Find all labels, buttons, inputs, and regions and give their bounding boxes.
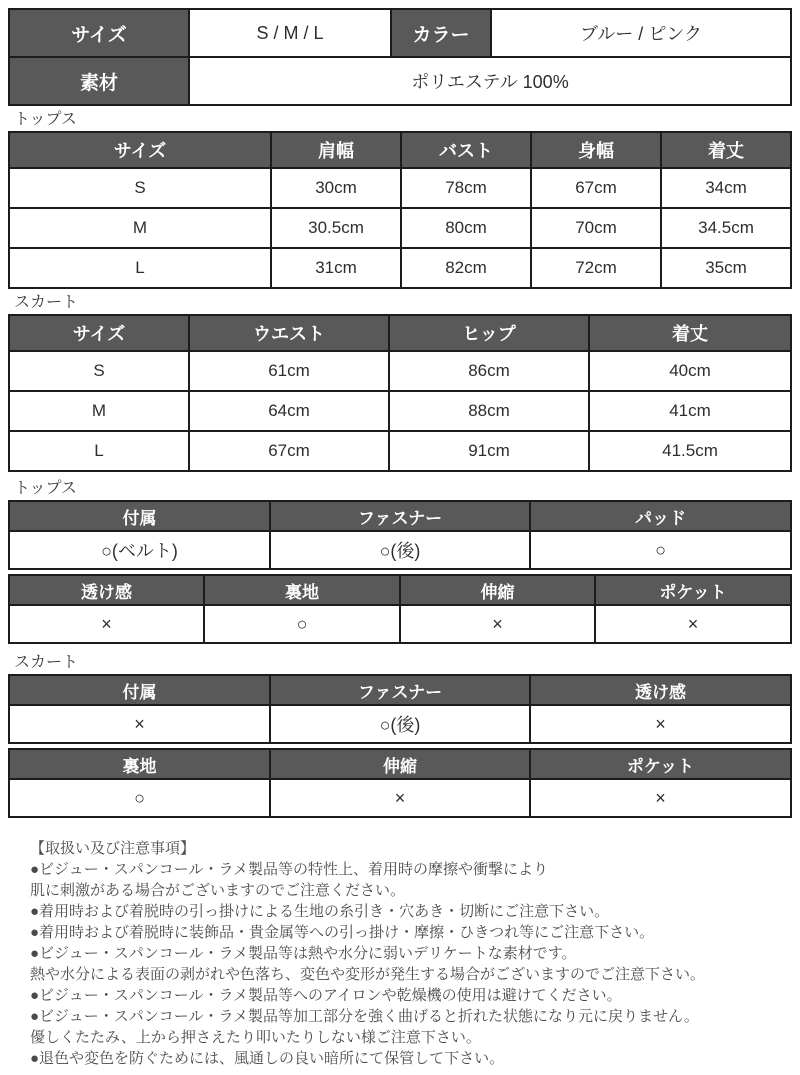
tops-detail-table-2 — [8, 574, 792, 644]
care-notes — [30, 838, 800, 1069]
care-note-line: ●ビジュー・スパンコール・ラメ製品等へのアイロンや乾燥機の使用は避けてください。 — [30, 987, 622, 1004]
size-cell: S — [9, 168, 271, 208]
value-cell: 64cm — [189, 391, 389, 431]
skirt-detail-table-1 — [8, 674, 792, 744]
value-cell: 41.5cm — [589, 431, 791, 471]
header-cell: ヒップ — [389, 315, 589, 351]
table-row — [9, 208, 791, 248]
detail-header-row — [9, 675, 791, 705]
value-cell: ○(後) — [270, 705, 530, 743]
care-note-line: 優しくたたみ、上から押さえたり叩いたりしない様ご注意下さい。 — [30, 1029, 481, 1046]
info-row-material — [9, 57, 791, 105]
header-cell: 透け感 — [530, 675, 791, 705]
table-row — [9, 248, 791, 288]
skirt-size-table — [8, 314, 792, 472]
detail-header-row — [9, 501, 791, 531]
value-cell: 78cm — [401, 168, 531, 208]
info-row-size-color — [9, 9, 791, 57]
header-cell: 着丈 — [589, 315, 791, 351]
detail-value-row — [9, 779, 791, 817]
header-cell: 裏地 — [9, 749, 270, 779]
care-note-line: ●退色や変色を防ぐためには、風通しの良い暗所にて保管して下さい。 — [30, 1050, 505, 1067]
value-cell: 86cm — [389, 351, 589, 391]
value-cell: 40cm — [589, 351, 791, 391]
header-cell: ポケット — [530, 749, 791, 779]
value-cell: × — [400, 605, 595, 643]
value-cell: 88cm — [389, 391, 589, 431]
size-value-cell: S / M / L — [189, 9, 391, 57]
value-cell: 34cm — [661, 168, 791, 208]
care-note-line: 熱や水分による表面の剥がれや色落ち、変色や変形が発生する場合がございますのでご注意下さい。 — [30, 966, 706, 983]
header-cell: ウエスト — [189, 315, 389, 351]
size-cell: L — [9, 248, 271, 288]
detail-value-row — [9, 531, 791, 569]
value-cell: 82cm — [401, 248, 531, 288]
detail-header-row — [9, 749, 791, 779]
value-cell: ○(後) — [270, 531, 530, 569]
value-cell: 30.5cm — [271, 208, 401, 248]
header-cell: 付属 — [9, 675, 270, 705]
table-row — [9, 431, 791, 471]
value-cell: × — [530, 705, 791, 743]
size-cell: L — [9, 431, 189, 471]
value-cell: × — [9, 605, 204, 643]
care-note-line: ●ビジュー・スパンコール・ラメ製品等は熱や水分に弱いデリケートな素材です。 — [30, 945, 577, 962]
header-cell: ポケット — [595, 575, 791, 605]
header-cell: サイズ — [9, 315, 189, 351]
table-row — [9, 391, 791, 431]
care-note-line: ●着用時および着脱時に装飾品・貴金属等への引っ掛け・摩擦・ひきつれ等にご注意下さい。 — [30, 924, 655, 941]
table-row — [9, 168, 791, 208]
header-cell: 付属 — [9, 501, 270, 531]
header-cell: 肩幅 — [271, 132, 401, 168]
value-cell: × — [530, 779, 791, 817]
value-cell: ○ — [9, 779, 270, 817]
tops-detail-section-label: トップス — [14, 480, 77, 497]
header-cell: 伸縮 — [270, 749, 530, 779]
care-note-line: 肌に刺激がある場合がございますのでご注意ください。 — [30, 882, 406, 899]
value-cell: × — [9, 705, 270, 743]
header-cell: 着丈 — [661, 132, 791, 168]
value-cell: 80cm — [401, 208, 531, 248]
value-cell: 30cm — [271, 168, 401, 208]
value-cell: 91cm — [389, 431, 589, 471]
value-cell: × — [270, 779, 530, 817]
header-cell: 身幅 — [531, 132, 661, 168]
skirt-detail-section-label: スカート — [14, 654, 79, 671]
value-cell: 67cm — [189, 431, 389, 471]
tops-size-table — [8, 131, 792, 289]
header-cell: サイズ — [9, 132, 271, 168]
skirt-size-section-label: スカート — [14, 294, 79, 311]
value-cell: ○ — [204, 605, 400, 643]
header-cell: 伸縮 — [400, 575, 595, 605]
product-info-table — [8, 8, 792, 106]
material-value-cell: ポリエステル 100% — [189, 57, 791, 105]
value-cell: 67cm — [531, 168, 661, 208]
size-cell: S — [9, 351, 189, 391]
material-label-cell: 素材 — [9, 57, 189, 105]
header-cell: ファスナー — [270, 675, 530, 705]
care-note-line: ●着用時および着脱時の引っ掛けによる生地の糸引き・穴あき・切断にご注意下さい。 — [30, 903, 610, 920]
care-notes-title: 【取扱い及び注意事項】 — [30, 840, 196, 857]
header-cell: ファスナー — [270, 501, 530, 531]
detail-value-row — [9, 705, 791, 743]
value-cell: 61cm — [189, 351, 389, 391]
table-row — [9, 351, 791, 391]
tops-detail-table-1 — [8, 500, 792, 570]
header-cell: 透け感 — [9, 575, 204, 605]
skirt-size-header-row — [9, 315, 791, 351]
color-label-cell: カラー — [391, 9, 491, 57]
value-cell: 31cm — [271, 248, 401, 288]
header-cell: 裏地 — [204, 575, 400, 605]
size-label-cell: サイズ — [9, 9, 189, 57]
value-cell: ○(ベルト) — [9, 531, 270, 569]
care-note-line: ●ビジュー・スパンコール・ラメ製品等加工部分を強く曲げると折れた状態になり元に戻りません。 — [30, 1008, 699, 1025]
value-cell: 70cm — [531, 208, 661, 248]
value-cell: 35cm — [661, 248, 791, 288]
detail-header-row — [9, 575, 791, 605]
value-cell: 72cm — [531, 248, 661, 288]
value-cell: ○ — [530, 531, 791, 569]
tops-size-header-row — [9, 132, 791, 168]
value-cell: 34.5cm — [661, 208, 791, 248]
size-cell: M — [9, 391, 189, 431]
value-cell: 41cm — [589, 391, 791, 431]
skirt-detail-table-2 — [8, 748, 792, 818]
size-cell: M — [9, 208, 271, 248]
header-cell: バスト — [401, 132, 531, 168]
tops-size-section-label: トップス — [14, 111, 77, 128]
detail-value-row — [9, 605, 791, 643]
value-cell: × — [595, 605, 791, 643]
header-cell: パッド — [530, 501, 791, 531]
color-value-cell: ブルー / ピンク — [491, 9, 791, 57]
care-note-line: ●ビジュー・スパンコール・ラメ製品等の特性上、着用時の摩擦や衝撃により — [30, 861, 549, 878]
product-spec-sheet — [0, 8, 800, 1069]
